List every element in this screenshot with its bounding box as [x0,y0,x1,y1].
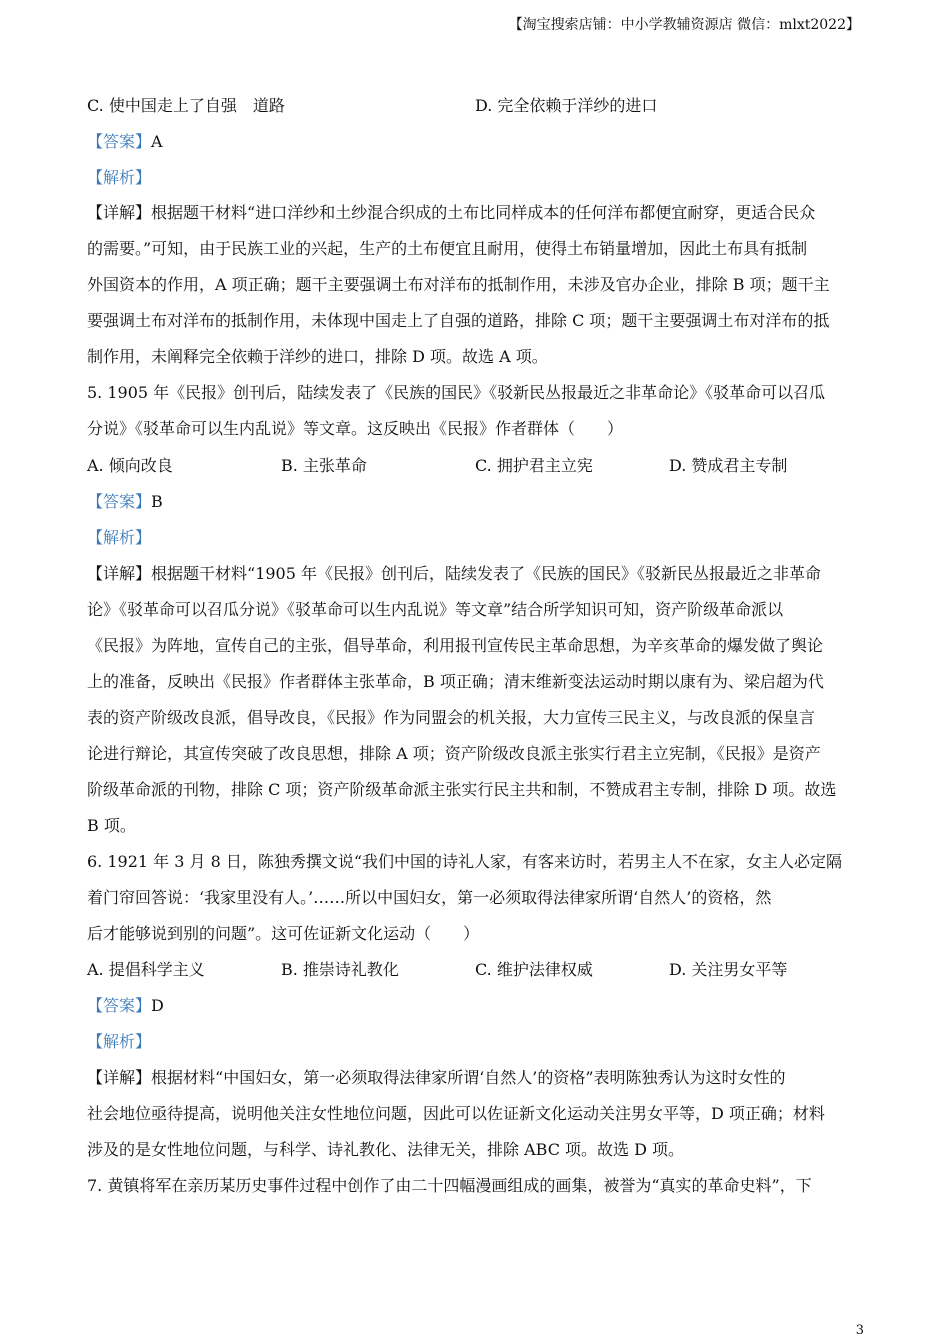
q4-option-c: C. 使中国走上了自强 道路 [87,96,285,115]
answer-value: A [151,132,163,151]
q5-detail-line: 论进行辩论，其宣传突破了改良思想，排除 A 项；资产阶级改良派主张实行君主立宪制，《民报》是资产 [87,744,821,763]
q5-detail-line: 论》《驳革命可以召瓜分说》《驳革命可以生内乱说》等文章”结合所学知识可知，资产阶级革命派以 [87,600,784,619]
q6-analysis-tag: 【解析】 [87,1032,152,1051]
q5-detail-line: 【详解】根据题干材料“1905 年《民报》创刊后，陆续发表了《民族的国民》《驳新民丛报最近之非革命 [87,564,822,583]
q5-stem-line: 分说》《驳革命可以生内乱说》等文章。这反映出《民报》作者群体（ ） [87,419,624,438]
q4-detail-line: 外国资本的作用，A 项正确；题干主要强调土布对洋布的抵制作用，未涉及官办企业，排除 B 项；题干主 [87,275,830,294]
q6-detail-line: 【详解】根据材料“中国妇女，第一必须取得法律家所谓‘自然人’的资格”表明陈独秀认为这时女性的 [87,1068,786,1087]
detail-tag: 【详解】 [87,564,152,583]
q4-detail-line: 【详解】根据题干材料“进口洋纱和土纱混合织成的土布比同样成本的任何洋布都便宜耐穿，更适合民众 [87,203,816,222]
q6-detail-line: 涉及的是女性地位问题，与科学、诗礼教化、法律无关，排除 ABC 项。故选 D 项。 [87,1140,685,1159]
q5-detail-line: B 项。 [87,816,136,835]
answer-value: B [151,492,163,511]
q5-detail-line: 阶级革命派的刊物，排除 C 项；资产阶级革命派主张实行民主共和制，不赞成君主专制，排除 D 项。故选 [87,780,837,799]
q4-detail-line: 要强调土布对洋布的抵制作用，未体现中国走上了自强的道路，排除 C 项；题干主要强调土布对洋布的抵 [87,311,830,330]
page-header: 【淘宝搜索店铺：中小学教辅资源店 微信：mlxt2022】 [508,17,860,33]
q6-option-c: C. 维护法律权威 [475,960,593,979]
q5-detail-line: 表的资产阶级改良派，倡导改良，《民报》作为同盟会的机关报，大力宣传三民主义，与改良派的保皇言 [87,708,816,727]
q5-option-c: C. 拥护君主立宪 [475,456,593,475]
q6-answer [87,988,863,1024]
detail-tag: 【详解】 [87,203,152,222]
q4-detail-line: 的需要。”可知，由于民族工业的兴起，生产的土布便宜且耐用，使得土布销量增加，因此土布具有抵制 [87,239,808,258]
q6-stem-line: 后才能够说到别的问题”。这可佐证新文化运动（ ） [87,924,480,943]
q6-option-d: D. 关注男女平等 [669,960,788,979]
q5-stem-line: 5. 1905 年《民报》创刊后，陆续发表了《民族的国民》《驳新民丛报最近之非革命论》《驳革命可以召瓜 [87,383,826,402]
q6-options [87,952,863,988]
q5-detail-line: 《民报》为阵地，宣传自己的主张，倡导革命，利用报刊宣传民主革命思想，为辛亥革命的爆发做了舆论 [87,636,824,655]
q7-stem-line: 7. 黄镇将军在亲历某历史事件过程中创作了由二十四幅漫画组成的画集，被誉为“真实的革命史料”，下 [87,1176,812,1195]
q5-option-a: A. 倾向改良 [87,456,173,475]
q5-options [87,448,863,484]
q4-analysis-tag: 【解析】 [87,168,152,187]
answer-tag: 【答案】 [87,132,152,151]
q4-detail-line: 制作用，未阐释完全依赖于洋纱的进口，排除 D 项。故选 A 项。 [87,347,548,366]
answer-tag: 【答案】 [87,996,152,1015]
q6-stem-line: 6. 1921 年 3 月 8 日，陈独秀撰文说“我们中国的诗礼人家，有客来访时，若男主人不在家，女主人必定隔 [87,852,843,871]
q6-option-b: B. 推崇诗礼教化 [281,960,399,979]
q4-answer [87,124,863,160]
page-number: 3 [855,1323,864,1338]
answer-tag: 【答案】 [87,492,152,511]
detail-tag: 【详解】 [87,1068,152,1087]
q6-option-a: A. 提倡科学主义 [87,960,205,979]
q5-answer [87,484,863,520]
answer-value: D [151,996,164,1015]
q6-stem-line: 着门帘回答说：‘我家里没有人。’……所以中国妇女，第一必须取得法律家所谓‘自然人’的资格，然 [87,888,772,907]
q5-option-d: D. 赞成君主专制 [669,456,788,475]
q5-option-b: B. 主张革命 [281,456,367,475]
q4-options [87,88,863,124]
q6-detail-line: 社会地位亟待提高，说明他关注女性地位问题，因此可以佐证新文化运动关注男女平等，D 项正确；材料 [87,1104,825,1123]
q5-detail-line: 上的准备，反映出《民报》作者群体主张革命，B 项正确；清末维新变法运动时期以康有为、梁启超为代 [87,672,824,691]
q4-option-d: D. 完全依赖于洋纱的进口 [475,96,658,115]
document-body [87,88,863,1204]
q5-analysis-tag: 【解析】 [87,528,152,547]
